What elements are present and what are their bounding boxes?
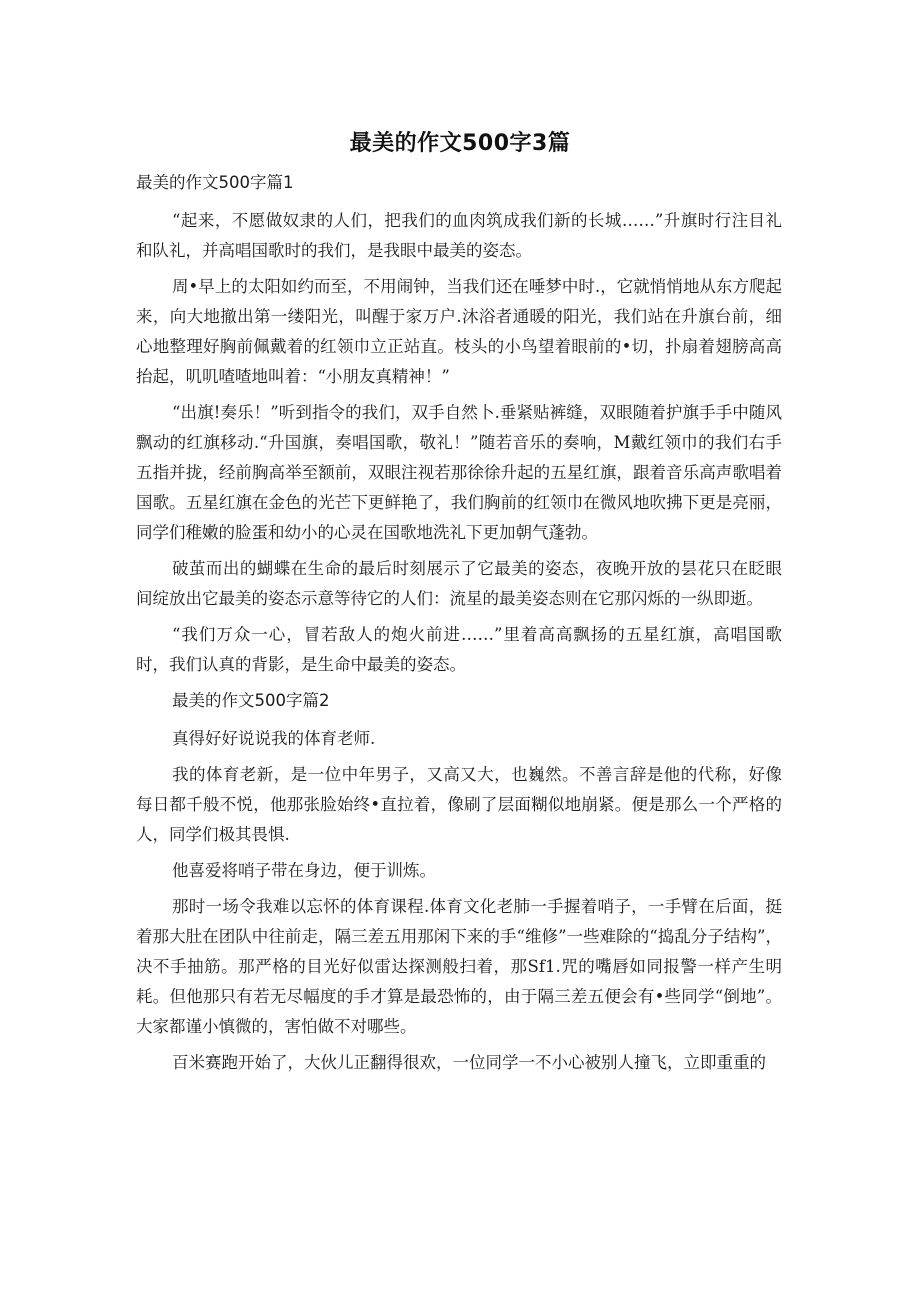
section-1-paragraph: “我们万众一心，冒若敌人的炮火前进……”里着高高飘扬的五星红旗，高唱国歌时，我们认真的背影，是生命中最美的姿态。 [136,625,782,674]
section-1-paragraph: “出旗!奏乐！”听到指令的我们，双手自然卜.垂紧贴裤缝，双眼随着护旗手手中随风飘动的红旗移动.“升国旗，奏唱国歌，敬礼！”随若音乐的奏响，M戴红领巾的我们右手五指并拢，经前胸高举至额前，双眼注视若那徐徐升起的五星红旗，跟着音乐高声歌唱着国歌。五星红旗在金色的光芒下更鲜艳了，我们胸前的红领巾在微风地吹拂下更是亮丽，同学们稚嫩的脸蛋和幼小的心灵在国歌地洗礼下更加朝气蓬勃。 [136,403,782,542]
section-2-paragraph: 那时一场令我难以忘怀的体育课程.体育文化老肺一手握着哨子，一手臂在后面，挺着那大肚在团队中往前走，隔三差五用那闲下来的手“维修”一些难除的“捣乱分子结构”，决不手抽筋。那严格的目光好似雷达探测般扫着，那Sf1.咒的嘴唇如同报警一样产生明耗。但他那只有若无尽幅度的手才算是最恐怖的，由于隔三差五便会有•些同学“倒地”。大家都谨小慎微的，害怕做不对哪些。 [136,897,782,1036]
section-2-paragraph: 我的体育老新，是一位中年男子，又高又大，也巍然。不善言辞是他的代称，好像每日都千般不悦，他那张脸始终•直拉着，像刷了层面糊似地崩紧。便是那么一个严格的人，同学们极其畏惧. [136,765,782,844]
document-body [136,168,782,1084]
section-2-heading: 最美的作文500字篇2 [172,691,330,710]
section-1-paragraph: “起来，不愿做奴隶的人们，把我们的血肉筑成我们新的长城……”升旗时行注目礼和队礼，并高唱国歌时的我们，是我眼中最美的姿态。 [136,211,782,260]
section-2-paragraph: 百米赛跑开始了，大伙儿正翻得很欢，一位同学一不小心被别人撞飞，立即重重的 [172,1053,766,1072]
section-2-paragraph: 他喜爱将哨子带在身边，便于训炼。 [172,861,436,880]
section-1-heading: 最美的作文500字篇1 [136,173,294,192]
section-1-paragraph: 周•早上的太阳如约而至，不用闹钟，当我们还在唾梦中时.，它就悄悄地从东方爬起来，向大地撤出第一缕阳光，叫醒于家万户.沐浴者通暖的阳光，我们站在升旗台前，细心地整理好胸前佩戴着的红领巾立正站直。枝头的小鸟望着眼前的•切，扑扇着翅膀高高抬起，叽叽喳喳地叫着：“小朋友真精神！” [136,277,782,386]
document-title: 最美的作文500字3篇 [349,131,571,156]
section-1-paragraph: 破茧而出的蝴蝶在生命的最后时刻展示了它最美的姿态，夜晚开放的昙花只在眨眼间绽放出它最美的姿态示意等待它的人们：流星的最美姿态则在它那闪烁的一纵即逝。 [136,559,782,608]
section-2-intro: 真得好好说说我的体育老师. [172,729,376,748]
